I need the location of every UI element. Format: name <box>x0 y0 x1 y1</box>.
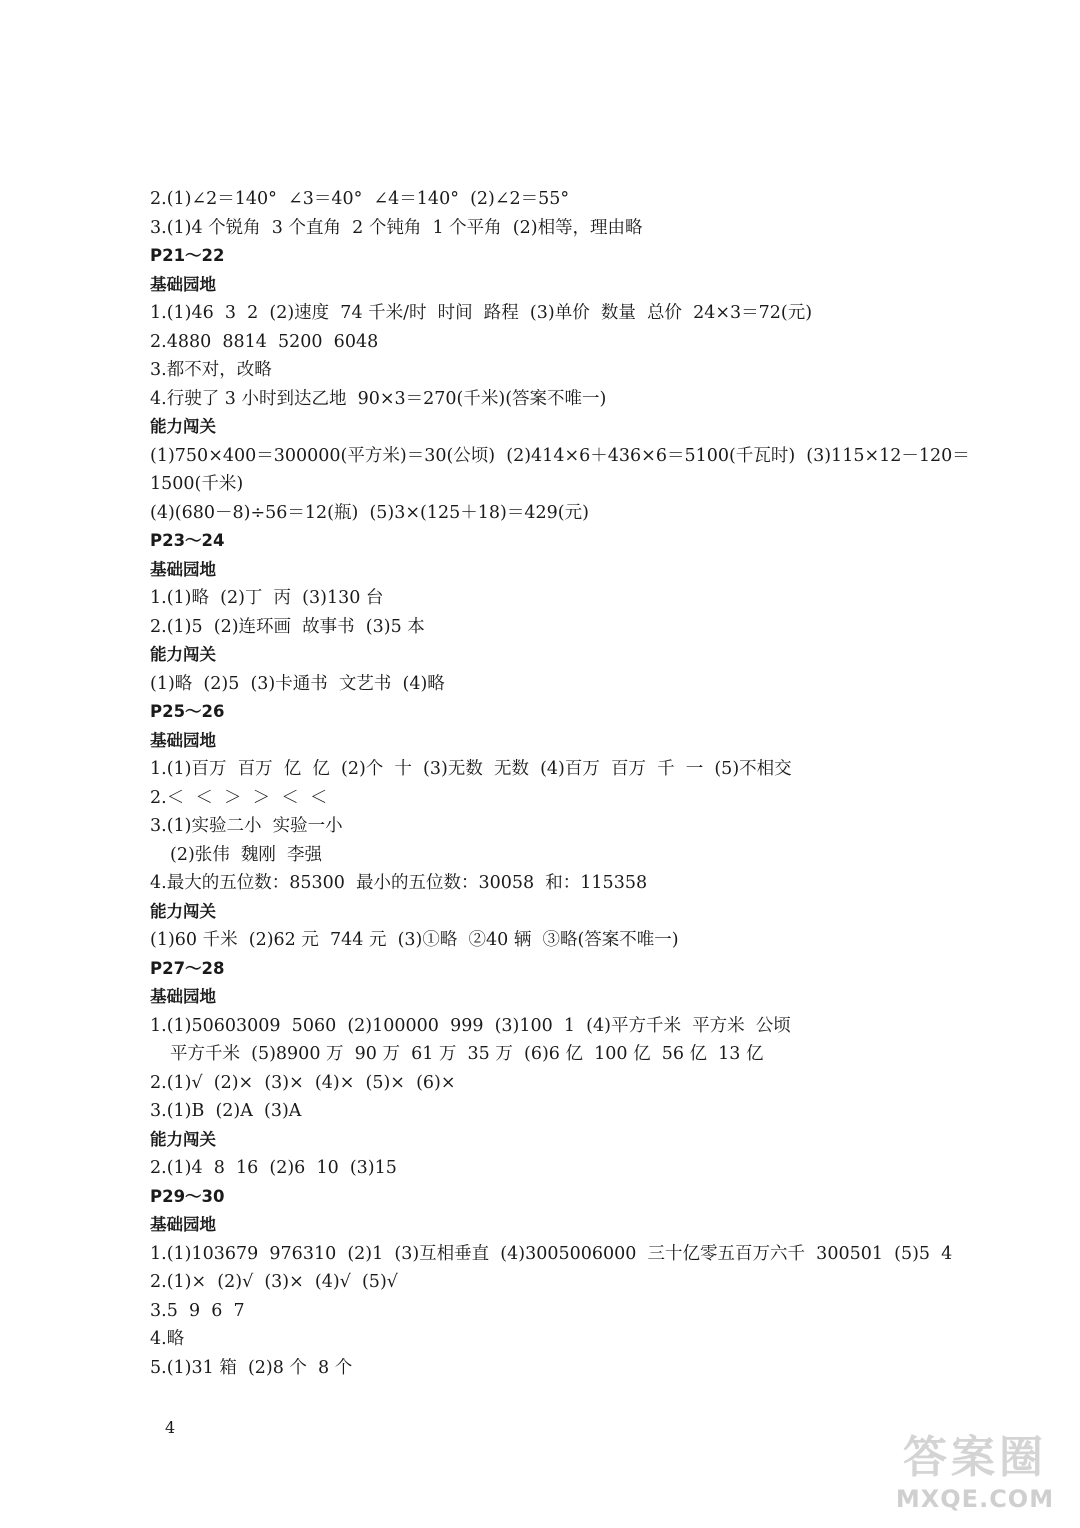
section-heading: 基础园地 <box>150 987 216 1006</box>
answer-line: 3.(1)B (2)A (3)A <box>150 1101 302 1121</box>
answer-line: 2.(1)√ (2)× (3)× (4)× (5)× (6)× <box>150 1072 456 1093</box>
answer-line: 2.(1)4 8 16 (2)6 10 (3)15 <box>150 1158 397 1178</box>
section-heading: 能力闯关 <box>150 901 216 921</box>
answer-line: 1.(1)百万 百万 亿 亿 (2)个 十 (3)无数 无数 (4)百万 百万 千 一 (5)不相交 <box>150 759 792 779</box>
section-heading: 基础园地 <box>150 730 216 750</box>
answer-line: 2.4880 8814 5200 6048 <box>150 331 379 352</box>
page-range-heading: P25～26 <box>150 702 225 721</box>
page-range-heading: P21～22 <box>150 246 225 265</box>
answer-line: (1)60 千米 (2)62 元 744 元 (3)①略 ②40 辆 ③略(答案不唯一) <box>150 930 679 950</box>
answer-line: 5.(1)31 箱 (2)8 个 8 个 <box>150 1357 353 1378</box>
answer-line: 1.(1)103679 976310 (2)1 (3)互相垂直 (4)3005006000 三十亿零五百万六千 300501 (5)5 4 <box>150 1243 953 1264</box>
answer-line: 3.(1)4 个锐角 3 个直角 2 个钝角 1 个平角 (2)相等，理由略 <box>150 217 643 238</box>
section-heading: 基础园地 <box>150 274 216 294</box>
section-heading: 基础园地 <box>150 559 216 579</box>
answer-line: 3.5 9 6 7 <box>150 1300 245 1321</box>
section-heading: 能力闯关 <box>150 645 216 664</box>
answer-line: 2.＜ ＜ ＞ ＞ ＜ ＜ <box>150 787 328 808</box>
page-range-heading: P23～24 <box>150 531 225 550</box>
watermark-logo: 答案圈 <box>903 1432 1047 1483</box>
page-number: 4 <box>165 1418 176 1437</box>
answer-line: 2.(1)5 (2)连环画 故事书 (3)5 本 <box>150 616 425 637</box>
answer-line: (4)(680－8)÷56＝12(瓶) (5)3×(125＋18)＝429(元) <box>150 502 589 523</box>
answer-key-content <box>150 185 1050 1382</box>
section-heading: 基础园地 <box>150 1215 216 1234</box>
answer-line: 4.行驶了 3 小时到达乙地 90×3＝270(千米)(答案不唯一) <box>150 388 607 409</box>
answer-line: 2.(1)× (2)√ (3)× (4)√ (5)√ <box>150 1272 398 1292</box>
answer-line: (2)张伟 魏刚 李强 <box>170 844 323 865</box>
answer-line: 2.(1)∠2＝140° ∠3＝40° ∠4＝140° (2)∠2＝55° <box>150 189 570 209</box>
answer-line: 1.(1)略 (2)丁 丙 (3)130 台 <box>150 588 384 608</box>
answer-line: 4.略 <box>150 1329 185 1349</box>
page-range-heading: P29～30 <box>150 1186 225 1206</box>
answer-line: (1)750×400＝300000(平方米)＝30(公顷) (2)414×6＋436×6＝5100(千瓦时) (3)115×12－120＝ <box>150 445 970 466</box>
answer-line: 平方千米 (5)8900 万 90 万 61 万 35 万 (6)6 亿 100 亿 56 亿 13 亿 <box>170 1044 764 1064</box>
section-heading: 能力闯关 <box>150 417 216 436</box>
watermark-site: MXQE.COM <box>895 1485 1055 1513</box>
section-heading: 能力闯关 <box>150 1129 216 1149</box>
answer-line: 3.(1)实验二小 实验一小 <box>150 816 343 836</box>
answer-line: 1.(1)50603009 5060 (2)100000 999 (3)100 1 (4)平方千米 平方米 公顷 <box>150 1015 791 1036</box>
page-range-heading: P27～28 <box>150 958 225 978</box>
answer-line: 4.最大的五位数：85300 最小的五位数：30058 和：115358 <box>150 873 648 893</box>
answer-line: 1.(1)46 3 2 (2)速度 74 千米/时 时间 路程 (3)单价 数量 总价 24×3＝72(元) <box>150 303 813 323</box>
answer-line: (1)略 (2)5 (3)卡通书 文艺书 (4)略 <box>150 673 445 694</box>
answer-line: 1500(千米) <box>150 474 244 494</box>
site-watermark <box>880 1432 1070 1522</box>
answer-line: 3.都不对，改略 <box>150 360 272 380</box>
